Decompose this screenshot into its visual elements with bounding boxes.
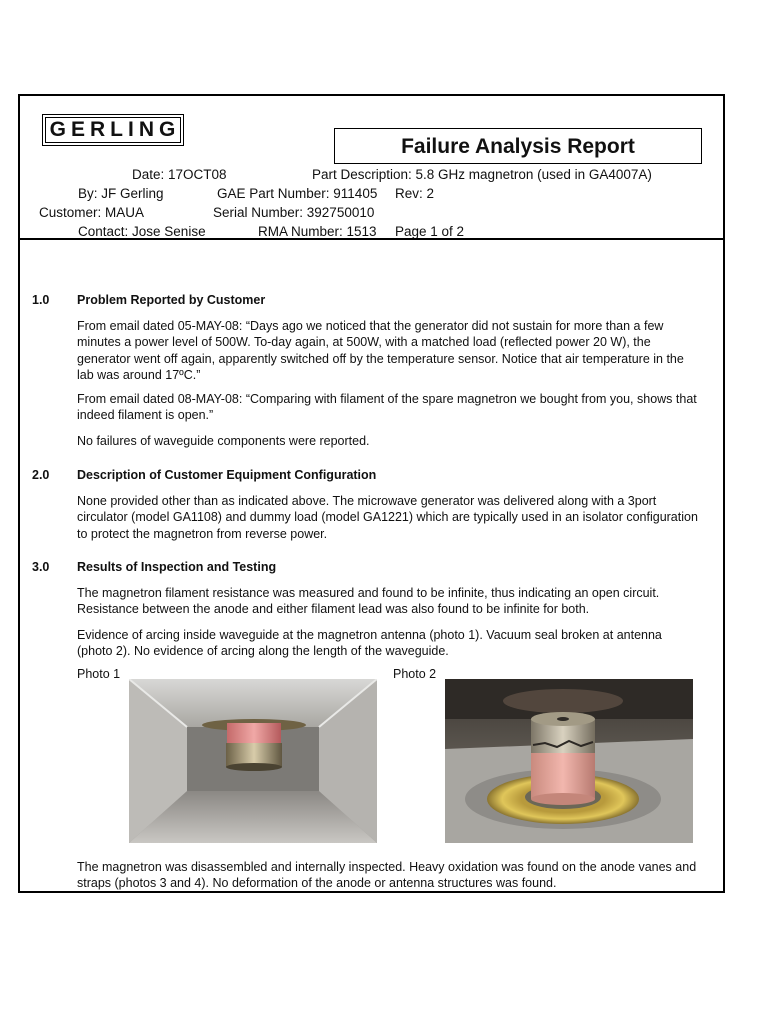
section-2-number: 2.0 — [32, 468, 50, 482]
header-serial-number: Serial Number: 392750010 — [213, 205, 375, 220]
section-3-title: Results of Inspection and Testing — [77, 560, 277, 574]
header-rev: Rev: 2 — [395, 186, 435, 201]
section-1-paragraph: From email dated 05-MAY-08: “Days ago we noticed that the generator did not sustain for more than a few minutes a power level of 500W. To-day again, at 500W, with a matched load (reflected power 20 W), the generator went off again, apparently switched off by the temperature sensor. Notice that air temperature in the lab was around 17ºC.” — [77, 319, 684, 383]
section-1-paragraph: From email dated 08-MAY-08: “Comparing with filament of the spare magnetron we bought from you, shows that indeed filament is open.” — [77, 392, 697, 423]
report-frame — [18, 94, 725, 893]
header-contact: Contact: Jose Senise — [78, 224, 206, 239]
header-page: Page 1 of 2 — [395, 224, 465, 239]
section-3-paragraph: The magnetron filament resistance was measured and found to be infinite, thus indicating an open circuit. Resistance between the anode and either filament lead was also found to be infinite for both. — [77, 586, 660, 617]
photo-2-label: Photo 2 — [393, 667, 437, 681]
photo-2-broken-vacuum-seal — [445, 679, 693, 843]
header-part-description: Part Description: 5.8 GHz magnetron (used in GA4007A) — [312, 167, 652, 182]
section-2-paragraph: None provided other than as indicated above. The microwave generator was delivered along with a 3port circulator (model GA1108) and dummy load (model GA1221) which are typically used in an isolator configuration to protect the magnetron from reverse power. — [77, 494, 698, 541]
report-title: Failure Analysis Report — [334, 128, 702, 164]
header-rma-number: RMA Number: 1513 — [258, 224, 377, 239]
section-1-title: Problem Reported by Customer — [77, 293, 266, 307]
header-divider — [20, 238, 723, 240]
header-gae-part-number: GAE Part Number: 911405 — [217, 186, 378, 201]
section-2-title: Description of Customer Equipment Configuration — [77, 468, 377, 482]
photo-1-waveguide-antenna — [129, 679, 377, 843]
section-1-paragraph: No failures of waveguide components were reported. — [77, 434, 370, 448]
header-customer: Customer: MAUA — [39, 205, 145, 220]
header-by: By: JF Gerling — [78, 186, 164, 201]
section-3-number: 3.0 — [32, 560, 50, 574]
photo-1-label: Photo 1 — [77, 667, 121, 681]
header-date: Date: 17OCT08 — [132, 167, 227, 182]
section-3-paragraph: The magnetron was disassembled and internally inspected. Heavy oxidation was found on the anode vanes and straps (photos 3 and 4). No deformation of the anode or antenna structures was found. — [77, 860, 697, 891]
gerling-logo: GERLING — [42, 114, 184, 146]
section-1-number: 1.0 — [32, 293, 50, 307]
section-3-paragraph: Evidence of arcing inside waveguide at the magnetron antenna (photo 1). Vacuum seal broken at antenna (photo 2). No evidence of arcing along the length of the waveguide. — [77, 628, 662, 659]
